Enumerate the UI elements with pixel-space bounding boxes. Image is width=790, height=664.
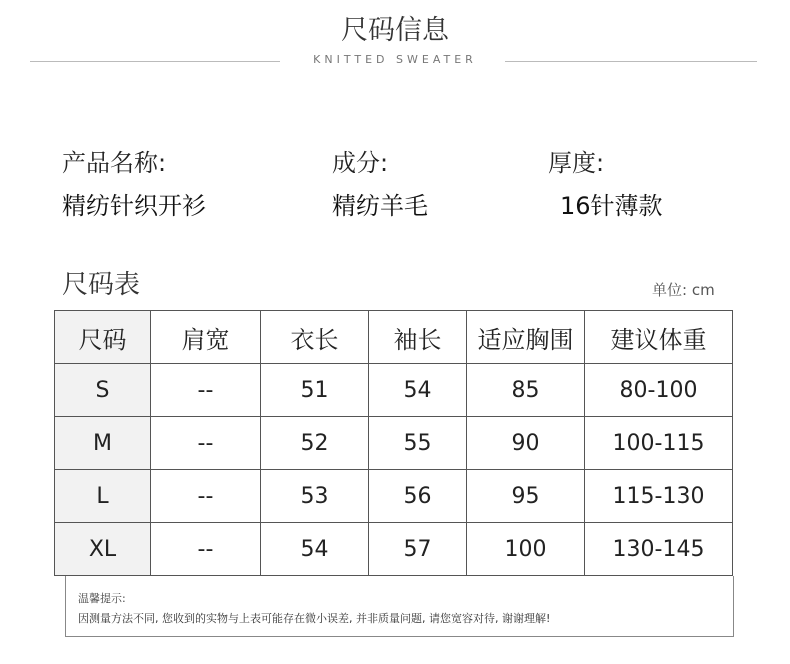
cell-length: 53 — [261, 470, 369, 523]
info-label-thickness: 厚度: — [548, 149, 605, 177]
header-chest: 适应胸围 — [467, 311, 585, 364]
cell-weight: 115-130 — [585, 470, 733, 523]
table-header-row — [55, 311, 733, 364]
note-title: 温馨提示: — [78, 592, 126, 605]
page-title: 尺码信息 — [341, 15, 449, 46]
cell-chest: 90 — [467, 417, 585, 470]
size-table-title: 尺码表 — [62, 270, 141, 300]
cell-weight: 100-115 — [585, 417, 733, 470]
cell-chest: 85 — [467, 364, 585, 417]
cell-length: 54 — [261, 523, 369, 576]
cell-chest: 95 — [467, 470, 585, 523]
title-rule-right — [505, 61, 757, 62]
cell-sleeve: 57 — [369, 523, 467, 576]
cell-sleeve: 54 — [369, 364, 467, 417]
cell-sleeve: 56 — [369, 470, 467, 523]
cell-length: 51 — [261, 364, 369, 417]
cell-size: M — [55, 417, 151, 470]
cell-sleeve: 55 — [369, 417, 467, 470]
cell-weight: 130-145 — [585, 523, 733, 576]
cell-chest: 100 — [467, 523, 585, 576]
table-row — [55, 470, 733, 523]
cell-length: 52 — [261, 417, 369, 470]
header-shoulder: 肩宽 — [151, 311, 261, 364]
cell-size: S — [55, 364, 151, 417]
info-label-product-name: 产品名称: — [62, 149, 167, 177]
note-box — [65, 576, 734, 637]
info-label-composition: 成分: — [332, 149, 389, 177]
cell-shoulder: -- — [151, 364, 261, 417]
cell-shoulder: -- — [151, 470, 261, 523]
cell-weight: 80-100 — [585, 364, 733, 417]
header-sleeve: 袖长 — [369, 311, 467, 364]
header-weight: 建议体重 — [585, 311, 733, 364]
page-subtitle: KNITTED SWEATER — [313, 53, 477, 66]
unit-label: 单位: cm — [652, 281, 715, 299]
cell-size: XL — [55, 523, 151, 576]
cell-shoulder: -- — [151, 523, 261, 576]
info-value-product-name: 精纺针织开衫 — [62, 192, 206, 220]
header-length: 衣长 — [261, 311, 369, 364]
info-value-composition: 精纺羊毛 — [332, 192, 428, 220]
header-size: 尺码 — [55, 311, 151, 364]
table-row — [55, 523, 733, 576]
cell-size: L — [55, 470, 151, 523]
cell-shoulder: -- — [151, 417, 261, 470]
note-text: 因测量方法不同, 您收到的实物与上表可能存在微小误差, 并非质量问题, 请您宽容对待, 谢谢理解! — [78, 612, 551, 625]
size-table — [54, 310, 733, 576]
info-value-thickness: 16针薄款 — [560, 192, 663, 220]
table-row — [55, 417, 733, 470]
table-row — [55, 364, 733, 417]
